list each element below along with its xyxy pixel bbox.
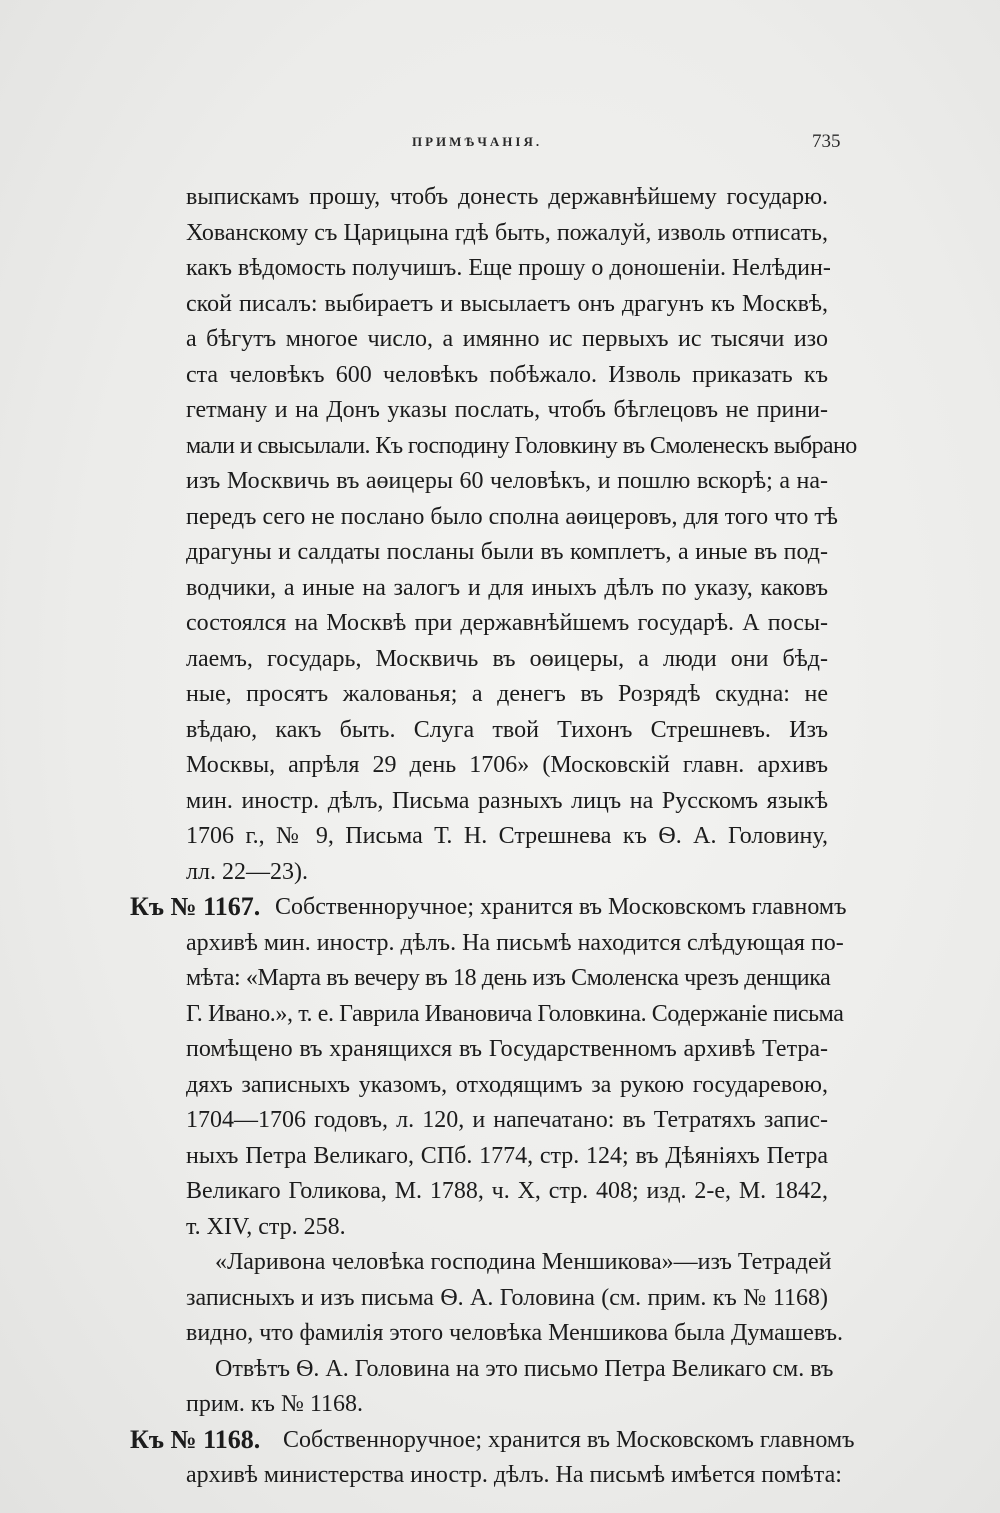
text-line: Великаго Голикова, М. 1788, ч. X, стр. 408; изд. 2-е, М. 1842,	[186, 1178, 828, 1204]
text-line: драгуны и салдаты посланы были въ комплетъ, а иные въ под-	[186, 539, 828, 565]
text-line: архивѣ министерства иностр. дѣлъ. На письмѣ имѣется помѣта:	[186, 1462, 842, 1488]
running-title: ПРИМѢЧАНІЯ.	[412, 134, 543, 149]
text-line: записныхъ и изъ письма Ѳ. А. Головина (см. прим. къ № 1168)	[186, 1285, 828, 1311]
text-line: Собственноручное; хранится въ Московскомъ главномъ	[283, 1427, 855, 1453]
text-line: 1704—1706 годовъ, л. 120, и напечатано: въ Тетратяхъ запис-	[186, 1107, 828, 1133]
text-line: Собственноручное; хранится въ Московскомъ главномъ	[275, 894, 847, 920]
text-line: передъ сего не послано было сполна аөицеровъ, для того что тѣ	[186, 504, 838, 530]
text-line: помѣщено въ хранящихся въ Государственномъ архивѣ Тетра-	[186, 1036, 828, 1062]
text-line: ста человѣкъ 600 человѣкъ побѣжало. Изволь приказать къ	[186, 362, 828, 388]
text-line: вѣдаю, какъ быть. Слуга твой Тихонъ Стрешневъ. Изъ	[186, 717, 828, 743]
text-line: состоялся на Москвѣ при державнѣйшемъ государѣ. А посы-	[186, 610, 828, 636]
note-heading: Къ № 1168.	[130, 1425, 261, 1454]
text-line: Москвы, апрѣля 29 день 1706» (Московскій главн. архивъ	[186, 752, 828, 778]
text-line: лаемъ, государь, Москвичь въ оөицеры, а люди они бѣд-	[186, 646, 828, 672]
text-line: ской писалъ: выбираетъ и высылаетъ онъ драгунъ къ Москвѣ,	[186, 291, 828, 317]
text-line: дяхъ записныхъ указомъ, отходящимъ за рукою государевою,	[186, 1072, 828, 1098]
text-line: изъ Москвичь въ аөицеры 60 человѣкъ, и пошлю вскорѣ; а на-	[186, 468, 828, 494]
page-number: 735	[812, 131, 841, 152]
text-line: ныхъ Петра Великаго, СПб. 1774, стр. 124; въ Дѣяніяхъ Петра	[186, 1143, 828, 1169]
text-line: Отвѣтъ Ѳ. А. Головина на это письмо Петра Великаго см. въ	[215, 1356, 834, 1382]
text-line: ные, просятъ жалованья; а денегъ въ Розрядѣ скудна: не	[186, 681, 828, 707]
text-line: какъ вѣдомость получишъ. Еще прошу о доношеніи. Нелѣдин-	[186, 255, 831, 281]
text-line: лл. 22—23).	[186, 859, 308, 885]
text-line: гетману и на Донъ указы послать, чтобъ бѣглецовъ не прини-	[186, 397, 828, 423]
text-line: выпискамъ прошу, чтобъ донесть державнѣйшему государю.	[186, 184, 828, 210]
text-line: прим. къ № 1168.	[186, 1391, 363, 1417]
text-line: Г. Ивано.», т. е. Гаврила Ивановича Головкина. Содержаніе письма	[186, 1001, 844, 1027]
text-line: мали и свысылали. Къ господину Головкину въ Смоленескъ выбрано	[186, 433, 857, 459]
text-line: водчики, а иные на залогъ и для иныхъ дѣлъ по указу, каковъ	[186, 575, 828, 601]
text-line: «Ларивона человѣка господина Меншикова»—изъ Тетрадей	[215, 1249, 832, 1275]
text-line: 1706 г., № 9, Письма Т. Н. Стрешнева къ Ѳ. А. Головину,	[186, 823, 828, 849]
text-line: мѣта: «Марта въ вечеру въ 18 день изъ Смоленска чрезъ денщика	[186, 965, 831, 991]
text-line: видно, что фамилія этого человѣка Меншикова была Думашевъ.	[186, 1320, 844, 1346]
text-line: мин. иностр. дѣлъ, Письма разныхъ лицъ на Русскомъ языкѣ	[186, 788, 828, 814]
text-line: а бѣгутъ многое число, а имянно ис первыхъ ис тысячи изо	[186, 326, 828, 352]
text-line: архивѣ мин. иностр. дѣлъ. На письмѣ находится слѣдующая по-	[186, 930, 844, 956]
text-line: т. XIV, стр. 258.	[186, 1214, 346, 1240]
note-heading: Къ № 1167.	[130, 892, 261, 921]
text-line: Хованскому съ Царицына гдѣ быть, пожалуй, изволь отписать,	[186, 220, 828, 246]
